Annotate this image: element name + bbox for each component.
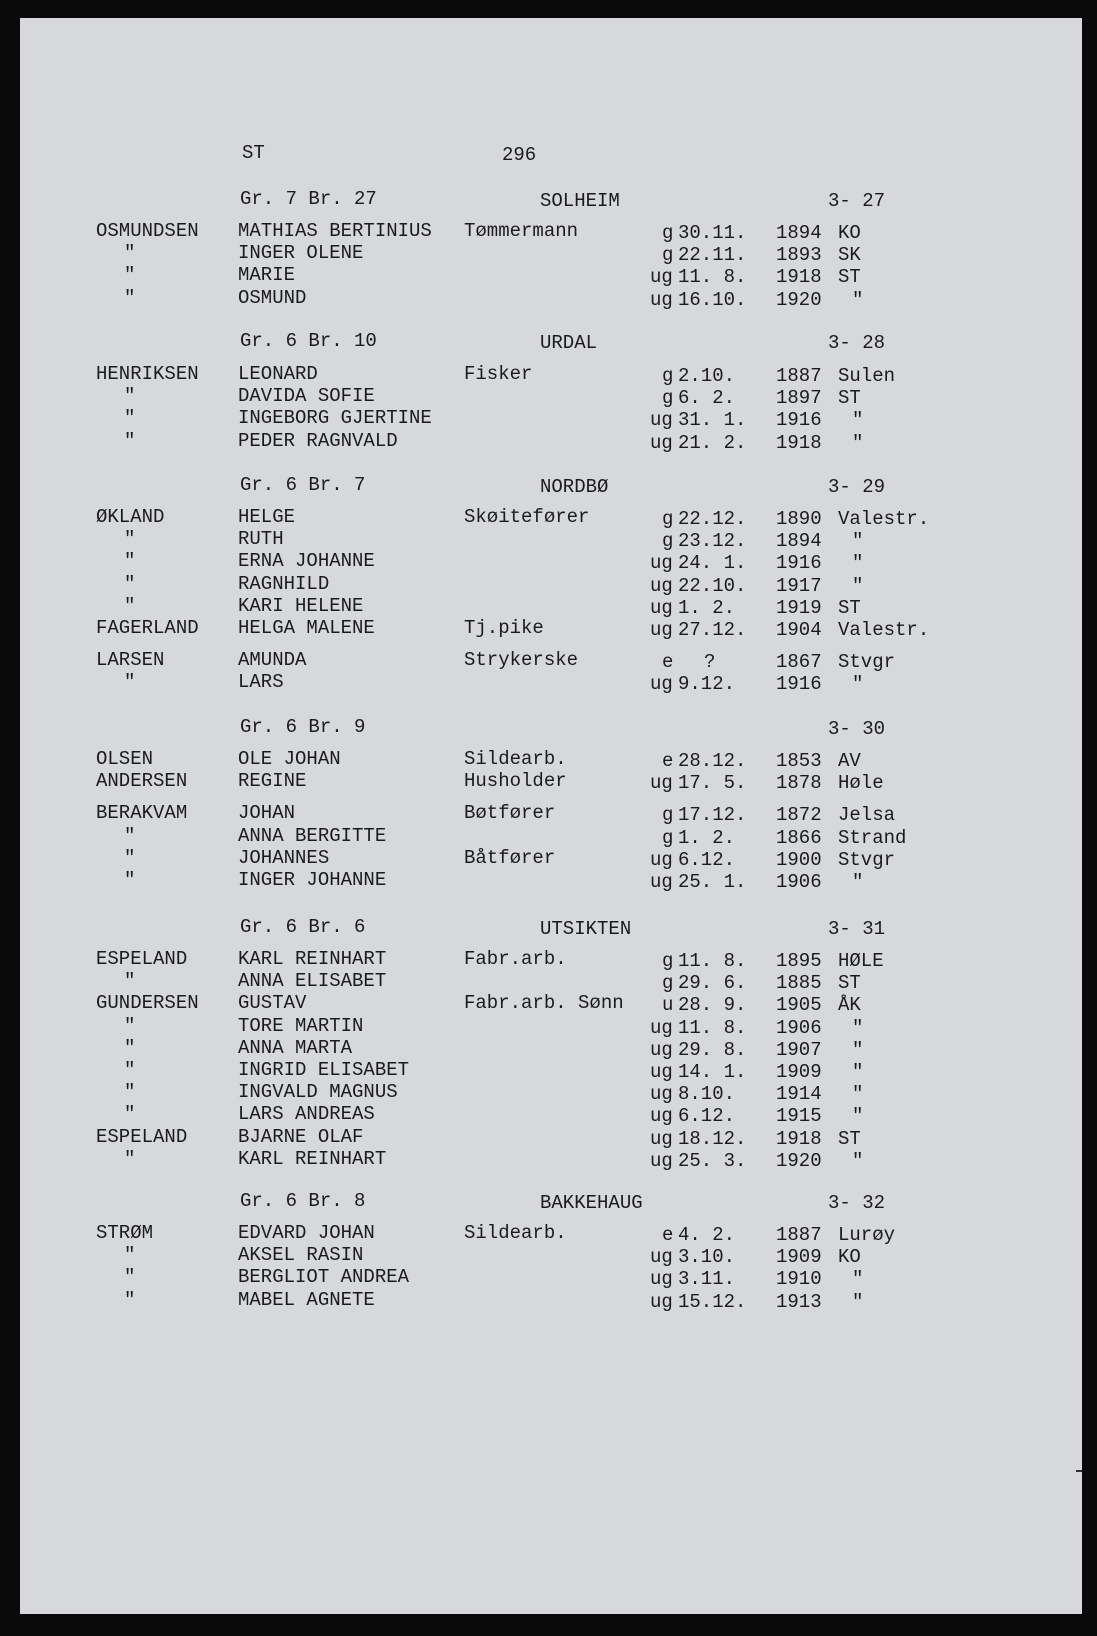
record-marital-status: ug [650,597,673,619]
record-birthplace: " [852,1039,864,1061]
record-birth-year: 1905 [776,994,822,1016]
record-surname: " [124,825,136,847]
block-reference: 3- 29 [828,476,886,498]
record-occupation: Båtfører [464,847,556,869]
record-given-name: HELGA MALENE [238,617,375,639]
record-marital-status: g [662,827,674,849]
record-birth-year: 1890 [776,508,822,530]
record-occupation: Bøtfører [464,802,556,824]
record-surname: " [124,264,136,286]
record-given-name: DAVIDA SOFIE [238,385,375,407]
page-code: ST [242,142,265,164]
record-birthplace: " [852,1083,864,1105]
record-birth-date: 16.10. [678,289,747,311]
record-marital-status: ug [650,1291,673,1313]
record-surname: " [124,1148,136,1170]
record-marital-status: ug [650,409,673,431]
record-birth-date: 29. 6. [678,972,747,994]
record-birth-date: 3.11. [678,1268,736,1290]
block-farm-name: BAKKEHAUG [540,1192,643,1214]
record-surname: BERAKVAM [96,802,188,824]
record-birth-date: 11. 8. [678,266,747,288]
record-marital-status: ug [650,1128,673,1150]
record-birth-year: 1918 [776,432,822,454]
record-surname: " [124,869,136,891]
block-reference: 3- 27 [828,190,886,212]
record-marital-status: ug [650,1017,673,1039]
record-birth-date: 3.10. [678,1246,736,1268]
record-surname: " [124,430,136,452]
record-surname: " [124,847,136,869]
record-given-name: LEONARD [238,363,318,385]
block-reference: 3- 32 [828,1192,886,1214]
block-reference: 3- 30 [828,718,886,740]
page-number: 296 [502,144,537,166]
record-birth-date: 6.12. [678,1105,736,1127]
record-birth-date: 22.12. [678,508,747,530]
record-birth-date: 25. 1. [678,871,747,893]
record-birth-year: 1910 [776,1268,822,1290]
record-birth-year: 1916 [776,552,822,574]
record-birth-year: 1915 [776,1105,822,1127]
record-given-name: RUTH [238,528,284,550]
record-occupation: Sildearb. [464,1222,567,1244]
record-birthplace: " [852,871,864,893]
record-birth-date: 22.11. [678,244,747,266]
record-birthplace: Høle [838,772,884,794]
record-birth-year: 1885 [776,972,822,994]
record-surname: " [124,528,136,550]
record-given-name: JOHAN [238,802,296,824]
record-marital-status: g [662,508,674,530]
record-birth-year: 1920 [776,1150,822,1172]
record-marital-status: ug [650,575,673,597]
record-given-name: JOHANNES [238,847,330,869]
record-given-name: MARIE [238,264,296,286]
record-birth-date: 17.12. [678,804,747,826]
record-occupation: Sildearb. [464,748,567,770]
record-birth-date: 23.12. [678,530,747,552]
record-birth-date: 9.12. [678,673,736,695]
record-marital-status: e [662,750,674,772]
record-surname: ESPELAND [96,1126,188,1148]
block-farm-name: UTSIKTEN [540,918,632,940]
block-group-number: Gr. 6 Br. 6 [240,916,366,938]
block-farm-name: URDAL [540,332,598,354]
record-birth-year: 1906 [776,871,822,893]
record-surname: STRØM [96,1222,154,1244]
record-given-name: AMUNDA [238,649,307,671]
record-surname: HENRIKSEN [96,363,199,385]
record-birthplace: Valestr. [838,619,930,641]
record-given-name: INGER OLENE [238,242,364,264]
block-group-number: Gr. 6 Br. 9 [240,716,366,738]
record-birth-date: 24. 1. [678,552,747,574]
record-birth-year: 1866 [776,827,822,849]
record-birth-date: 11. 8. [678,1017,747,1039]
record-surname: " [124,550,136,572]
record-birth-year: 1878 [776,772,822,794]
record-birth-year: 1894 [776,222,822,244]
record-marital-status: ug [650,1039,673,1061]
record-marital-status: ug [650,289,673,311]
record-birthplace: " [852,1105,864,1127]
record-birth-date: 6.12. [678,849,736,871]
record-birth-date: 8.10. [678,1083,736,1105]
record-birthplace: ST [838,266,861,288]
record-birth-date: 18.12. [678,1128,747,1150]
record-surname: " [124,287,136,309]
record-birth-year: 1897 [776,387,822,409]
record-surname: " [124,385,136,407]
record-surname: " [124,407,136,429]
record-given-name: PEDER RAGNVALD [238,430,398,452]
record-marital-status: g [662,244,674,266]
record-birth-date: 15.12. [678,1291,747,1313]
record-birthplace: " [852,1291,864,1313]
record-birth-date: 29. 8. [678,1039,747,1061]
record-surname: ESPELAND [96,948,188,970]
record-marital-status: e [662,651,674,673]
record-birth-year: 1917 [776,575,822,597]
edge-mark [1076,1470,1082,1472]
record-occupation: Fisker [464,363,533,385]
record-marital-status: ug [650,552,673,574]
record-marital-status: ug [650,849,673,871]
record-birthplace: ST [838,597,861,619]
record-birthplace: KO [838,222,861,244]
record-marital-status: ug [650,871,673,893]
record-given-name: EDVARD JOHAN [238,1222,375,1244]
record-birth-year: 1918 [776,266,822,288]
record-birthplace: Sulen [838,365,896,387]
record-birthplace: " [852,575,864,597]
record-surname: " [124,1103,136,1125]
record-birthplace: ÅK [838,994,861,1016]
record-marital-status: ug [650,1105,673,1127]
record-birthplace: " [852,530,864,552]
record-given-name: MATHIAS BERTINIUS [238,220,432,242]
record-surname: " [124,1037,136,1059]
block-group-number: Gr. 6 Br. 10 [240,330,377,352]
record-marital-status: ug [650,432,673,454]
record-birth-year: 1895 [776,950,822,972]
record-birth-year: 1853 [776,750,822,772]
record-surname: OLSEN [96,748,154,770]
record-given-name: KARI HELENE [238,595,364,617]
record-occupation: Skøiteførеr [464,506,590,528]
record-birth-date: 25. 3. [678,1150,747,1172]
record-marital-status: ug [650,1268,673,1290]
record-birthplace: ST [838,387,861,409]
record-given-name: LARS [238,671,284,693]
record-birth-year: 1920 [776,289,822,311]
record-given-name: AKSEL RASIN [238,1244,364,1266]
record-marital-status: g [662,950,674,972]
record-birth-date: 14. 1. [678,1061,747,1083]
record-given-name: HELGE [238,506,296,528]
record-birthplace: HØLE [838,950,884,972]
record-surname: GUNDERSEN [96,992,199,1014]
record-given-name: INGVALD MAGNUS [238,1081,398,1103]
block-reference: 3- 28 [828,332,886,354]
block-reference: 3- 31 [828,918,886,940]
record-birthplace: " [852,432,864,454]
record-birth-date: ? [704,651,716,673]
record-birth-year: 1916 [776,673,822,695]
block-group-number: Gr. 7 Br. 27 [240,188,377,210]
record-given-name: ANNA BERGITTE [238,825,387,847]
document-page [20,18,1082,1614]
record-marital-status: ug [650,1246,673,1268]
record-surname: ØKLAND [96,506,165,528]
record-given-name: BJARNE OLAF [238,1126,364,1148]
record-birth-date: 27.12. [678,619,747,641]
record-occupation: Fabr.arb. Sønn [464,992,624,1014]
record-given-name: ERNA JOHANNE [238,550,375,572]
record-surname: " [124,573,136,595]
record-occupation: Husholder [464,770,567,792]
record-marital-status: ug [650,1150,673,1172]
record-surname: LARSEN [96,649,165,671]
record-birth-year: 1904 [776,619,822,641]
record-given-name: KARL REINHART [238,1148,387,1170]
record-birth-date: 2.10. [678,365,736,387]
record-surname: " [124,1289,136,1311]
record-birth-year: 1916 [776,409,822,431]
record-birth-year: 1887 [776,365,822,387]
record-marital-status: g [662,387,674,409]
record-birth-year: 1893 [776,244,822,266]
record-birth-date: 6. 2. [678,387,736,409]
block-group-number: Gr. 6 Br. 8 [240,1190,366,1212]
record-given-name: MABEL AGNETE [238,1289,375,1311]
record-birth-year: 1909 [776,1246,822,1268]
record-birthplace: Strand [838,827,907,849]
record-birth-date: 17. 5. [678,772,747,794]
record-birthplace: " [852,673,864,695]
record-given-name: ANNA ELISABET [238,970,387,992]
record-birthplace: Lurøy [838,1224,896,1246]
record-birth-year: 1900 [776,849,822,871]
record-occupation: Strykerske [464,649,579,671]
record-marital-status: g [662,972,674,994]
record-birth-date: 4. 2. [678,1224,736,1246]
record-occupation: Tømmermann [464,220,579,242]
record-given-name: GUSTAV [238,992,307,1014]
record-given-name: TORE MARTIN [238,1015,364,1037]
record-birth-year: 1872 [776,804,822,826]
record-birthplace: Jelsa [838,804,896,826]
record-birth-date: 1. 2. [678,827,736,849]
record-given-name: INGEBORG GJERTINE [238,407,432,429]
record-birthplace: " [852,552,864,574]
record-marital-status: g [662,222,674,244]
record-surname: " [124,1081,136,1103]
record-birth-year: 1913 [776,1291,822,1313]
block-farm-name: NORDBØ [540,476,609,498]
record-birth-year: 1919 [776,597,822,619]
record-birthplace: AV [838,750,861,772]
record-given-name: OLE JOHAN [238,748,341,770]
record-marital-status: g [662,804,674,826]
record-given-name: ANNA MARTA [238,1037,353,1059]
record-birthplace: " [852,1061,864,1083]
record-given-name: RAGNHILD [238,573,330,595]
record-birth-year: 1887 [776,1224,822,1246]
record-marital-status: u [662,994,674,1016]
record-marital-status: g [662,530,674,552]
record-marital-status: g [662,365,674,387]
record-birthplace: " [852,1017,864,1039]
record-birthplace: " [852,409,864,431]
record-birthplace: KO [838,1246,861,1268]
record-given-name: LARS ANDREAS [238,1103,375,1125]
record-birthplace: ST [838,972,861,994]
record-birth-year: 1867 [776,651,822,673]
record-birth-date: 21. 2. [678,432,747,454]
record-birth-date: 30.11. [678,222,747,244]
record-birthplace: ST [838,1128,861,1150]
record-birthplace: " [852,1268,864,1290]
record-birthplace: Valestr. [838,508,930,530]
record-surname: " [124,1015,136,1037]
record-occupation: Tj.pike [464,617,544,639]
record-birth-year: 1909 [776,1061,822,1083]
record-birth-year: 1914 [776,1083,822,1105]
record-birth-year: 1907 [776,1039,822,1061]
record-birth-date: 1. 2. [678,597,736,619]
record-surname: OSMUNDSEN [96,220,199,242]
record-given-name: REGINE [238,770,307,792]
record-birth-date: 11. 8. [678,950,747,972]
record-birth-year: 1894 [776,530,822,552]
record-given-name: KARL REINHART [238,948,387,970]
record-surname: ANDERSEN [96,770,188,792]
record-surname: " [124,671,136,693]
record-birthplace: " [852,1150,864,1172]
record-marital-status: ug [650,673,673,695]
record-marital-status: ug [650,619,673,641]
record-surname: " [124,595,136,617]
record-marital-status: ug [650,266,673,288]
record-surname: " [124,1266,136,1288]
record-surname: " [124,242,136,264]
record-marital-status: ug [650,1083,673,1105]
record-birth-date: 28.12. [678,750,747,772]
block-farm-name: SOLHEIM [540,190,620,212]
record-birth-date: 28. 9. [678,994,747,1016]
record-marital-status: ug [650,1061,673,1083]
record-marital-status: e [662,1224,674,1246]
record-occupation: Fabr.arb. [464,948,567,970]
record-birth-year: 1918 [776,1128,822,1150]
record-given-name: OSMUND [238,287,307,309]
record-birth-year: 1906 [776,1017,822,1039]
record-birthplace: SK [838,244,861,266]
record-birth-date: 22.10. [678,575,747,597]
block-group-number: Gr. 6 Br. 7 [240,474,366,496]
record-surname: " [124,1244,136,1266]
record-given-name: BERGLIOT ANDREA [238,1266,410,1288]
record-surname: " [124,1059,136,1081]
record-birthplace: Stvgr [838,849,896,871]
record-birth-date: 31. 1. [678,409,747,431]
record-given-name: INGER JOHANNE [238,869,387,891]
record-surname: " [124,970,136,992]
record-birthplace: " [852,289,864,311]
record-marital-status: ug [650,772,673,794]
record-birthplace: Stvgr [838,651,896,673]
record-surname: FAGERLAND [96,617,199,639]
record-given-name: INGRID ELISABET [238,1059,410,1081]
